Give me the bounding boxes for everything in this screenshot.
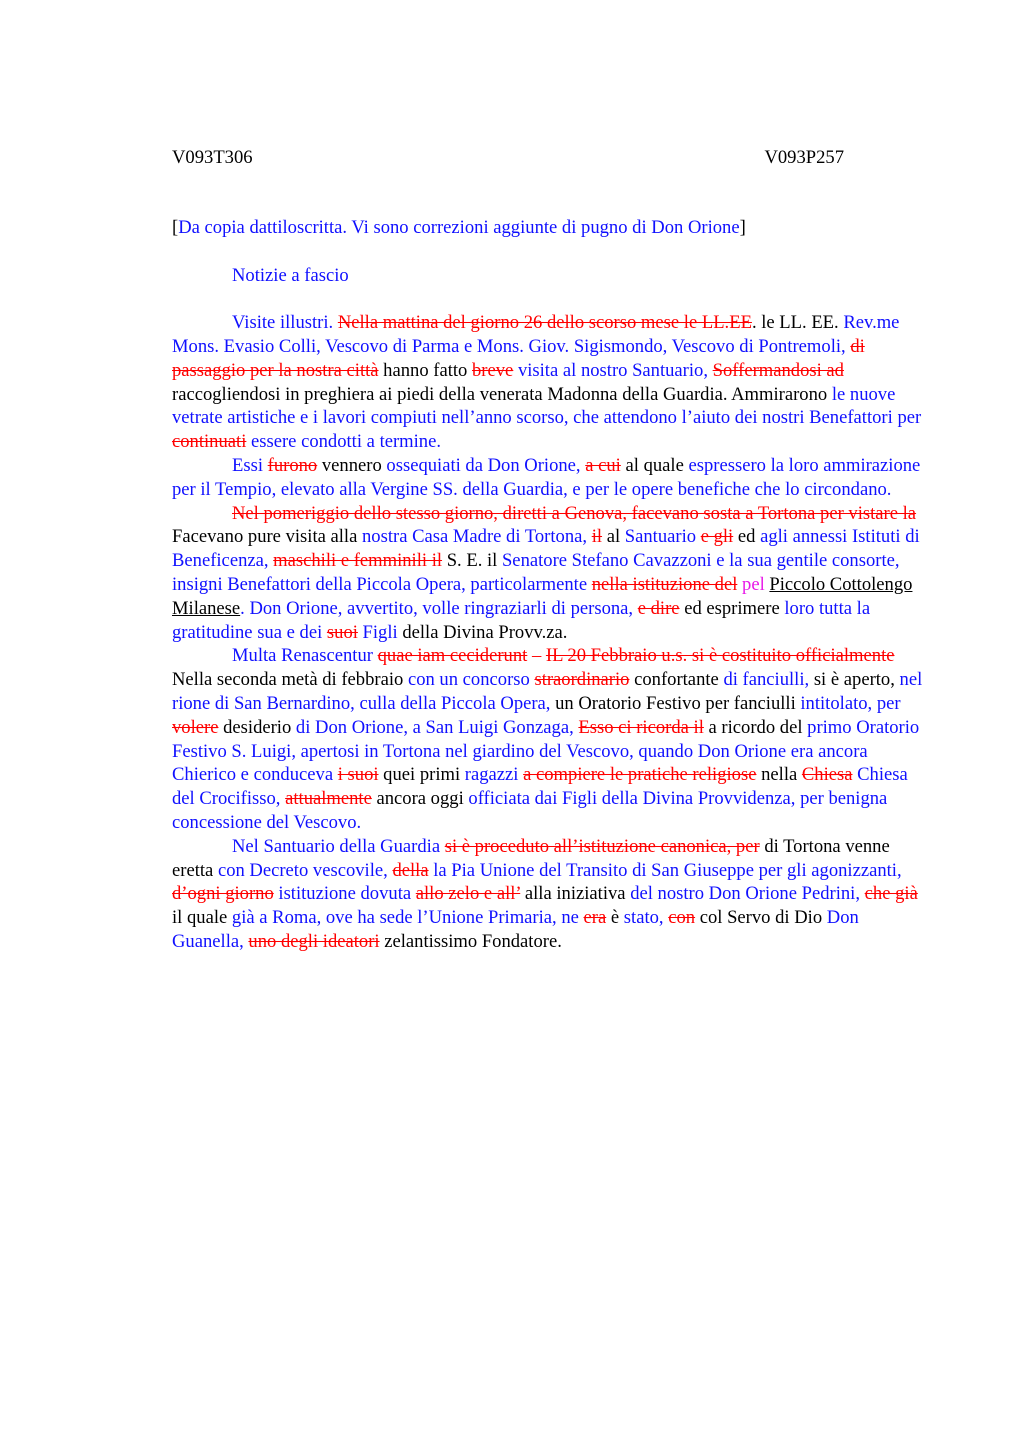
plain-text: Facevano pure visita alla [172,526,362,548]
deleted-text: i suoi [337,764,379,786]
deleted-text: a compiere le pratiche religiose [523,764,757,786]
plain-text: un Oratorio Festivo per fanciulli [555,692,801,714]
blue-text: Senatore Stefano Cavazzoni e la sua gentile consorte, insigni Benefattori della Piccola Opera, particolarmente [172,550,900,595]
blue-text: visita al nostro Santuario, [513,359,713,381]
dash-text: – [527,645,546,667]
plain-text: di Tortona venne eretta [172,835,890,881]
blue-text: con Decreto vescovile, [217,859,393,881]
deleted-text: allo zelo e all’ [415,883,521,905]
blue-text: Don Guanella, [172,907,859,952]
deleted-text: Soffermandosi ad [712,359,844,381]
plain-text: . le LL. EE. [751,312,844,334]
deleted-text: della [392,859,429,881]
blue-text: Multa Renascentur [232,645,378,667]
plain-text: a ricordo del [703,716,808,738]
note-close-bracket: ] [739,217,746,238]
plain-text: al [602,526,625,548]
deleted-text: volere [172,716,219,738]
deleted-text: e gli [700,526,734,548]
plain-text: desiderio [218,716,296,738]
deleted-text: Chiesa [801,764,853,786]
plain-text: col Servo di Dio [695,907,827,929]
plain-text: Nella seconda metà di febbraio [172,669,408,691]
plain-text: zelantissimo Fondatore. [379,930,562,952]
deleted-text: attualmente [285,788,372,810]
plain-text: si è aperto, [813,669,900,691]
deleted-text: breve [472,359,514,381]
deleted-text: uno degli ideatori [248,930,380,952]
blue-text: le nuove vetrate artistiche e i lavori compiuti nell’anno scorso, che attendono l’aiuto dei nostri Benefattori per [172,383,922,429]
blue-text: ossequiati da Don Orione, [386,454,586,476]
paragraph [172,644,929,834]
deleted-text: il [591,526,603,548]
blue-text: agli annessi Istituti di Beneficenza, [172,526,920,572]
blue-text: . Don Orione, avvertito, volle ringraziarli di persona, [240,597,638,619]
blue-text: Chiesa del Crocifisso, [172,764,908,810]
plain-text: ed esprimere [679,597,785,619]
deleted-text: quae iam ceciderunt [377,645,528,667]
deleted-text: straordinario [534,669,630,691]
deleted-text: Nella mattina del giorno 26 dello scorso mese le LL.EE [337,312,752,334]
plain-text: confortante [629,669,724,691]
blue-text: di fanciulli, [723,669,814,691]
blue-text: Nel Santuario della Guardia [232,835,445,857]
blue-text: espressero la loro ammirazione per il Tempio, elevato alla Vergine SS. della Guardia, e per le opere benefiche che lo circondano. [172,454,921,500]
blue-text: nostra Casa Madre di Tortona, [362,526,592,548]
blue-text: con un concorso [407,669,535,691]
plain-text: S. E. il [442,550,502,572]
blue-text: istituzione dovuta [273,883,416,905]
note-text: Da copia dattiloscritta. Vi sono correzioni aggiunte di pugno di Don Orione [178,217,740,238]
blue-text: essere condotti a termine. [246,431,442,453]
magenta-text: pel [742,573,765,595]
paragraph [172,502,929,645]
plain-text: hanno fatto [378,359,472,381]
blue-text: Figli [357,621,403,643]
plain-text: raccogliendosi in preghiera ai piedi della venerata Madonna della Guardia. Ammirarono [172,383,832,405]
deleted-text: continuati [172,431,247,453]
article-paragraphs [172,311,929,954]
deleted-text: a cui [585,454,621,476]
blue-text: di Don Orione, a San Luigi Gonzaga, [295,716,579,738]
plain-text: al quale [620,454,689,476]
paragraph [172,454,929,502]
article-title: Notizie a fascio [232,264,349,286]
blue-text: Rev.me Mons. Evasio Colli, Vescovo di Parma e Mons. Giov. Sigismondo, Vescovo di Pontremoli, [172,312,900,357]
plain-text: nella [756,764,802,786]
document-code-left: V093T306 [172,147,253,168]
deleted-text: Esso ci ricorda il [578,716,704,738]
blue-text: del nostro Don Orione Pedrini, [630,883,865,905]
document-body [172,216,929,954]
deleted-text: si è proceduto all’istituzione canonica, per [444,835,760,857]
blue-text: già a Roma, ove ha sede l’Unione Primaria, ne [231,907,584,929]
deleted-text: di passaggio per la nostra città [172,335,865,381]
document-code-right: V093P257 [764,147,844,168]
paragraph [172,835,929,954]
note-open-bracket: [ [172,217,179,238]
deleted-text: era [583,907,607,929]
page-header [172,146,844,170]
plain-text: vennero [317,454,387,476]
blue-text: officiata dai Figli della Divina Provvidenza, per benigna concessione del Vescovo. [172,788,888,833]
deleted-text: nella istituzione del [591,573,738,595]
blue-text: loro tutta la gratitudine sua e dei [172,597,871,643]
blue-text: Santuario [624,526,701,548]
blue-text: Essi [232,454,268,476]
paragraph [172,311,929,454]
plain-text: ancora oggi [371,788,469,810]
deleted-text: e dire [637,597,680,619]
deleted-text: che già [864,883,918,905]
underlined-text: Piccolo Cottolengo Milanese [172,573,913,619]
deleted-text: suoi [326,621,358,643]
blue-text: la Pia Unione del Transito di San Giuseppe per gli agonizzanti, [428,859,902,881]
blue-text: stato, [623,907,669,929]
deleted-text: furono [267,454,318,476]
blue-text: ragazzi [464,764,524,786]
plain-text: quei primi [378,764,465,786]
plain-text: della Divina Provv.za. [402,621,568,643]
blue-text: intitolato, per [800,692,901,714]
blue-text: primo Oratorio Festivo S. Luigi, apertosi in Tortona nel giardino del Vescovo, quando Don Orione era ancora Chierico e conduceva [172,716,920,786]
deleted-text: IL 20 Febbraio u.s. si è costituito officialmente [545,645,895,667]
blue-text: nel rione di San Bernardino, culla della Piccola Opera, [172,669,923,714]
blue-text: Visite illustri. [232,312,338,334]
deleted-text: d’ogni giorno [172,883,274,905]
deleted-text: Nel pomeriggio dello stesso giorno, diretti a Genova, facevano sosta a Tortona per vistare la [232,502,917,524]
plain-text: è [606,907,624,929]
deleted-text: maschili e femminili il [273,550,443,572]
plain-text: ed [733,526,761,548]
plain-text: alla iniziativa [520,883,631,905]
plain-text: il quale [172,907,232,929]
deleted-text: con [668,907,696,929]
editorial-note [172,216,929,240]
